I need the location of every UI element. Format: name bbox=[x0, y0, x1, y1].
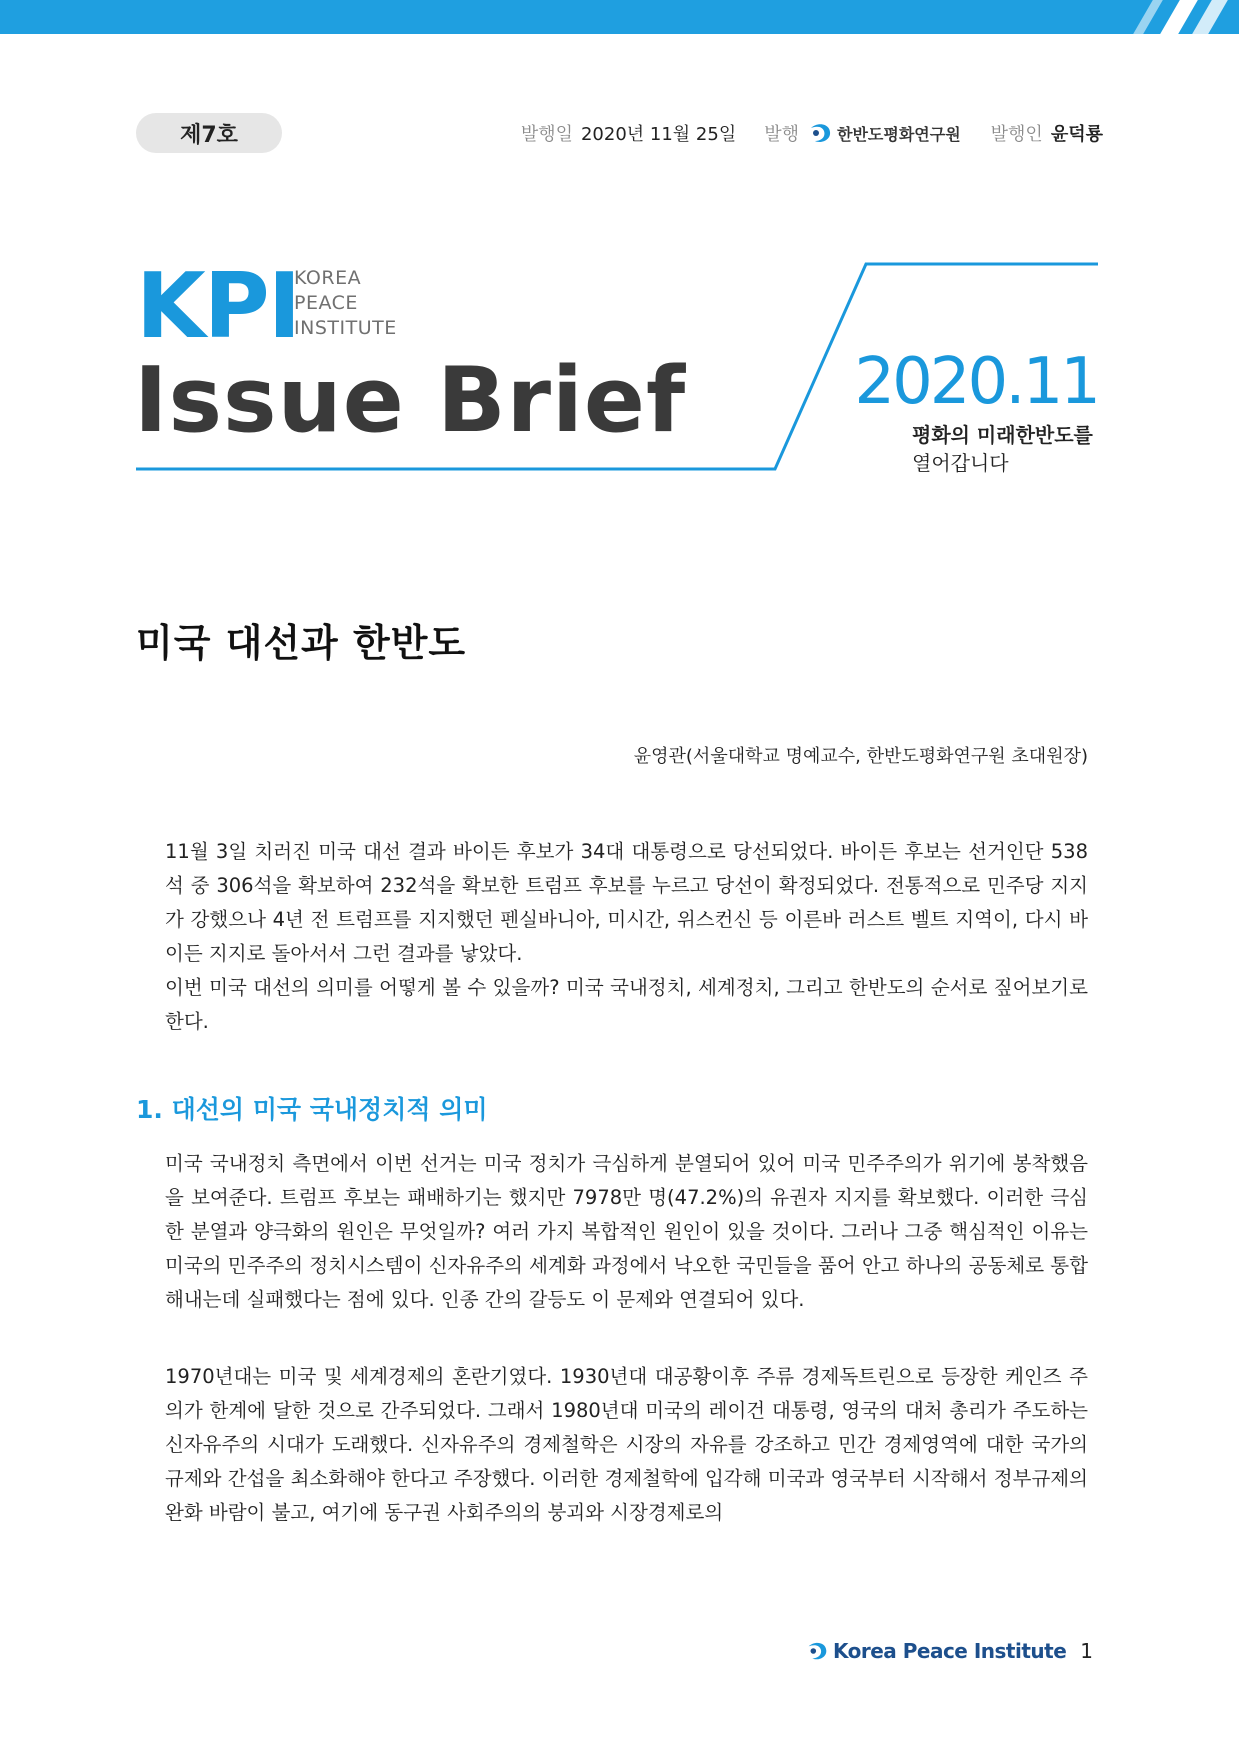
institute-line: KOREA bbox=[294, 267, 362, 289]
kpi-swirl-icon bbox=[805, 1639, 829, 1663]
tagline-line-1: 평화의 미래한반도를 bbox=[912, 423, 1093, 447]
issue-date: 2020.11 bbox=[854, 345, 1098, 419]
publisher-person: 윤덕룡 bbox=[1050, 124, 1103, 145]
article-author: 윤영관(서울대학교 명예교수, 한반도평화연구원 초대원장) bbox=[633, 746, 1088, 767]
issue-number-badge: 제7호 bbox=[136, 113, 282, 153]
institute-line: PEACE bbox=[294, 292, 358, 314]
banner-stripe bbox=[1133, 0, 1163, 34]
banner-stripe bbox=[1192, 0, 1228, 34]
publication-info bbox=[521, 120, 1103, 146]
masthead-tagline bbox=[912, 421, 1093, 477]
banner-stripe bbox=[1160, 0, 1198, 34]
body-paragraph: 11월 3일 치러진 미국 대선 결과 바이든 후보가 34대 대통령으로 당선되었다. 바이든 후보는 선거인단 538석 중 306석을 확보하여 232석을 확보한 트럼프 후보를 누르고 당선이 확정되었다. 전통적으로 민주당 지지가 강했으나 4년 전 트럼프를 지지했던 펜실바니아, 미시간, 위스컨신 등 이른바 러스트 벨트 지역이, 다시 바이든 지지로 돌아서서 그런 결과를 낳았다. bbox=[165, 840, 1088, 965]
publisher-org-logo bbox=[807, 120, 961, 146]
footer-brand: Korea Peace Institute bbox=[832, 1639, 1067, 1663]
body-paragraph: 이번 미국 대선의 의미를 어떻게 볼 수 있을까? 미국 국내정치, 세계정치, 그리고 한반도의 순서로 짚어보기로 한다. bbox=[165, 976, 1088, 1033]
publisher-person-label: 발행인 bbox=[990, 124, 1043, 145]
body-paragraph: 1970년대는 미국 및 세계경제의 혼란기였다. 1930년대 대공황이후 주류 경제독트린으로 등장한 케인즈 주의가 한계에 달한 것으로 간주되었다. 그래서 1980년대 미국의 레이건 대통령, 영국의 대처 총리가 주도하는 신자유주의 시대가 도래했다. 신자유주의 경제철학은 시장의 자유를 강조하고 민간 경제영역에 대한 국가의 규제와 간섭을 최소화해야 한다고 주장했다. 이러한 경제철학에 입각해 미국과 영국부터 시작해서 정부규제의 완화 바람이 불고, 여기에 동구권 사회주의의 붕괴와 시장경제로의 bbox=[165, 1365, 1088, 1524]
pub-date-label: 발행일 bbox=[520, 124, 573, 145]
publisher-label: 발행 bbox=[764, 124, 799, 145]
kpi-swirl-icon bbox=[807, 120, 833, 146]
institute-name bbox=[294, 266, 397, 341]
body-paragraph: 미국 국내정치 측면에서 이번 선거는 미국 정치가 극심하게 분열되어 있어 미국 민주주의가 위기에 봉착했음을 보여준다. 트럼프 후보는 패배하기는 했지만 7978만 명(47.2%)의 유권자 지지를 확보했다. 이러한 극심한 분열과 양극화의 원인은 무엇일까? 여러 가지 복합적인 원인이 있을 것이다. 그러나 그중 핵심적인 이유는 미국의 민주주의 정치시스템이 신자유주의 세계화 과정에서 낙오한 국민들을 품어 안고 하나의 공동체로 통합해내는데 실패했다는 점에 있다. 인종 간의 갈등도 이 문제와 연결되어 있다. bbox=[165, 1152, 1088, 1311]
page-footer bbox=[805, 1639, 1093, 1663]
series-title: Issue Brief bbox=[134, 348, 687, 453]
kpi-logo: KPI bbox=[136, 254, 300, 359]
publisher-org-name: 한반도평화연구원 bbox=[837, 124, 961, 144]
institute-line: INSTITUTE bbox=[294, 317, 397, 339]
tagline-line-2: 열어갑니다 bbox=[912, 451, 1009, 475]
pub-date: 2020년 11월 25일 bbox=[580, 124, 737, 145]
page-number: 1 bbox=[1080, 1639, 1093, 1663]
top-banner bbox=[0, 0, 1239, 34]
article-title: 미국 대선과 한반도 bbox=[136, 621, 467, 665]
section-heading: 1. 대선의 미국 국내정치적 의미 bbox=[136, 1095, 488, 1124]
